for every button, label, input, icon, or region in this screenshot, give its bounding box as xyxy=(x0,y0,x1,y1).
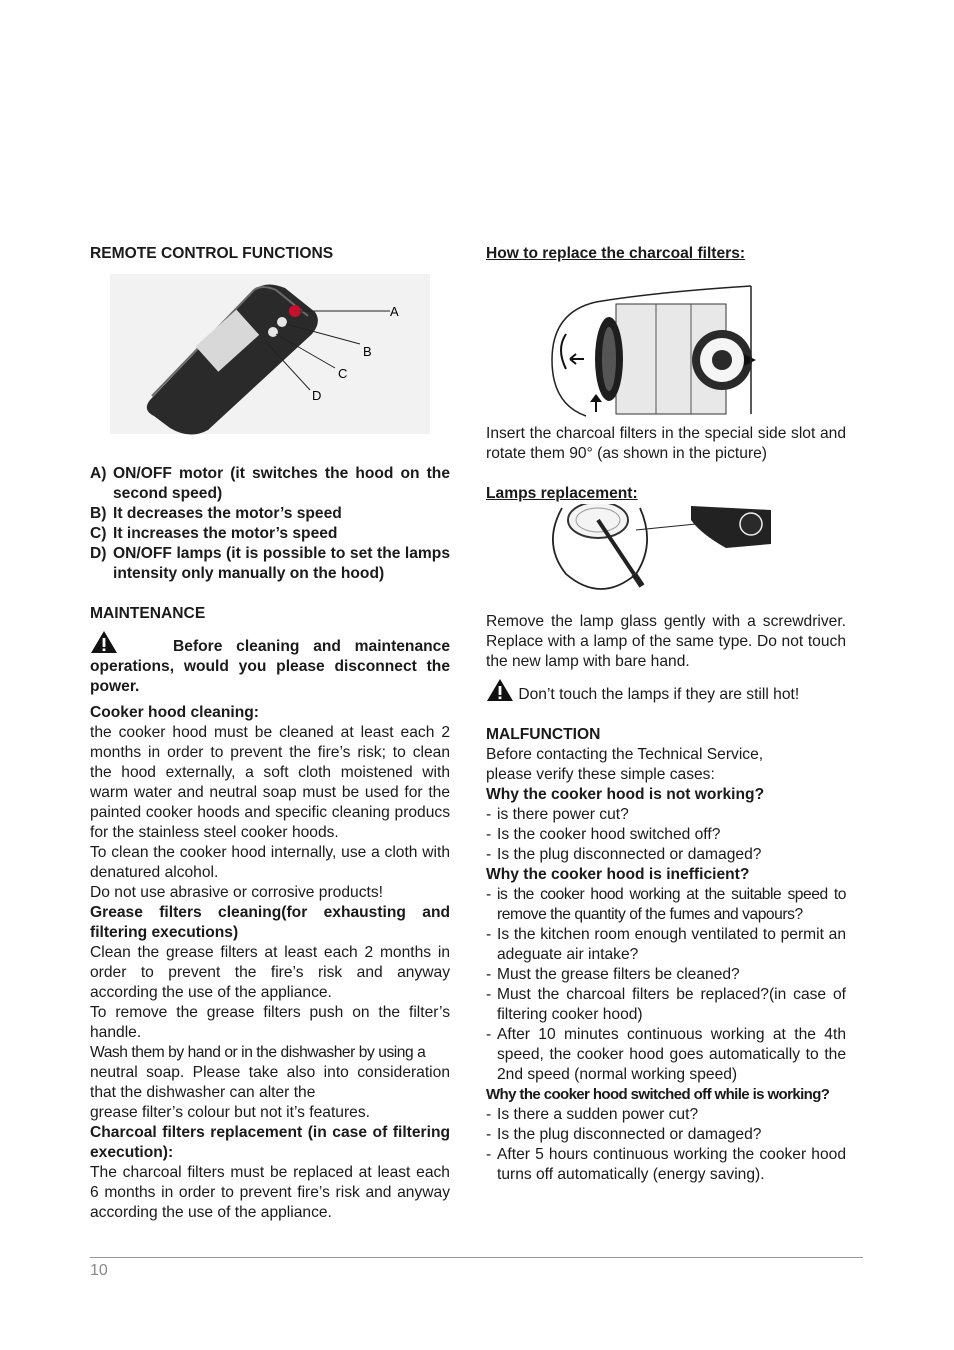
grease-text3a: Wash them by hand or in the dishwasher by using a xyxy=(90,1044,426,1061)
malfunction-heading: MALFUNCTION xyxy=(486,726,601,743)
cooker-cleaning-text: the cooker hood must be cleaned at least each 2 months in order to prevent the fire’s risk; to clean the hood externally, a soft cloth moistened with warm water and neutral soap must be used for the painted cooker hoods and specific cleaning producs for the stainless steel cooker hoods. xyxy=(90,724,450,841)
list-item: - After 10 minutes continuous working at the 4th speed, the cooker hood goes automatically to the 2nd speed (normal working speed) xyxy=(486,1026,846,1083)
right-column xyxy=(486,244,846,1185)
charcoal-replace-heading: How to replace the charcoal filters: xyxy=(486,245,746,262)
malfunction-intro: Before contacting the Technical Service, xyxy=(486,746,764,763)
warning-icon xyxy=(486,678,514,702)
grease-text3b: neutral soap. Please take also into consideration that the dishwasher can alter the xyxy=(90,1064,450,1101)
maintenance-heading: MAINTENANCE xyxy=(90,605,206,622)
grease-text1: Clean the grease filters at least each 2 months in order to prevent the fire’s risk and anyway according the use of the appliance. xyxy=(90,944,450,1001)
list-item: - is the cooker hood working at the suitable speed to remove the quantity of the fumes and vapours? xyxy=(486,886,846,923)
list-item: - Is there a sudden power cut? xyxy=(486,1106,699,1123)
list-item: - Must the charcoal filters be replaced?(in case of filtering cooker hood) xyxy=(486,986,846,1023)
lamp-replacement-figure xyxy=(486,504,846,598)
left-column xyxy=(90,244,450,1223)
list-item: - Is the plug disconnected or damaged? xyxy=(486,846,762,863)
charcoal-text: The charcoal filters must be replaced at least each 6 months in order to prevent fire’s risk and anyway according the use of the appliance. xyxy=(90,1164,450,1221)
list-item: - is there power cut? xyxy=(486,806,629,823)
remote-item: B) It decreases the motor’s speed xyxy=(90,505,342,522)
malfunction-intro: please verify these simple cases: xyxy=(486,766,715,783)
footer-divider xyxy=(90,1257,863,1258)
remote-item: D) ON/OFF lamps (it is possible to set the lamps intensity only manually on the hood) xyxy=(90,545,450,582)
remote-label-b: B xyxy=(363,344,372,359)
remote-item: A) ON/OFF motor (it switches the hood on the second speed) xyxy=(90,465,450,502)
charcoal-filter-figure xyxy=(486,264,846,424)
warning-icon xyxy=(90,630,118,654)
lamps-text: Remove the lamp glass gently with a screwdriver. Replace with a lamp of the same type. Do not touch the new lamp with bare hand. xyxy=(486,613,846,670)
remote-control-figure xyxy=(90,264,450,440)
charcoal-replace-text: Insert the charcoal filters in the special side slot and rotate them 90° (as shown in the picture) xyxy=(486,425,846,462)
maintenance-warning: Before cleaning and maintenance operations, would you please disconnect the power. xyxy=(90,630,450,697)
list-item: - Must the grease filters be cleaned? xyxy=(486,966,740,983)
grease-text2: To remove the grease filters push on the filter’s handle. xyxy=(90,1004,450,1041)
question-not-working: Why the cooker hood is not working? xyxy=(486,786,765,803)
cooker-cleaning-text2: To clean the cooker hood internally, use a cloth with denatured alcohol. xyxy=(90,844,450,881)
remote-item: C) It increases the motor’s speed xyxy=(90,525,338,542)
lamps-warning: Don’t touch the lamps if they are still hot! xyxy=(486,678,846,705)
remote-label-d: D xyxy=(312,388,322,403)
remote-heading: REMOTE CONTROL FUNCTIONS xyxy=(90,245,334,262)
list-item: - After 5 hours continuous working the cooker hood turns off automatically (energy saving). xyxy=(486,1146,846,1183)
charcoal-heading: Charcoal filters replacement (in case of filtering execution): xyxy=(90,1124,450,1161)
cooker-cleaning-text3: Do not use abrasive or corrosive products! xyxy=(90,884,383,901)
grease-text3c: grease filter’s colour but not it’s features. xyxy=(90,1104,370,1121)
list-item: - Is the plug disconnected or damaged? xyxy=(486,1126,762,1143)
question-switched-off: Why the cooker hood switched off while is working? xyxy=(486,1086,830,1103)
grease-heading: Grease filters cleaning(for exhausting and filtering executions) xyxy=(90,904,450,941)
cooker-cleaning-heading: Cooker hood cleaning: xyxy=(90,704,259,721)
remote-label-c: C xyxy=(338,366,348,381)
list-item: - Is the kitchen room enough ventilated to permit an adeguate air intake? xyxy=(486,926,846,963)
lamps-heading: Lamps replacement: xyxy=(486,485,638,502)
question-inefficient: Why the cooker hood is inefficient? xyxy=(486,866,750,883)
list-item: - Is the cooker hood switched off? xyxy=(486,826,721,843)
page-number: 10 xyxy=(90,1262,108,1279)
remote-label-a: A xyxy=(390,304,399,319)
